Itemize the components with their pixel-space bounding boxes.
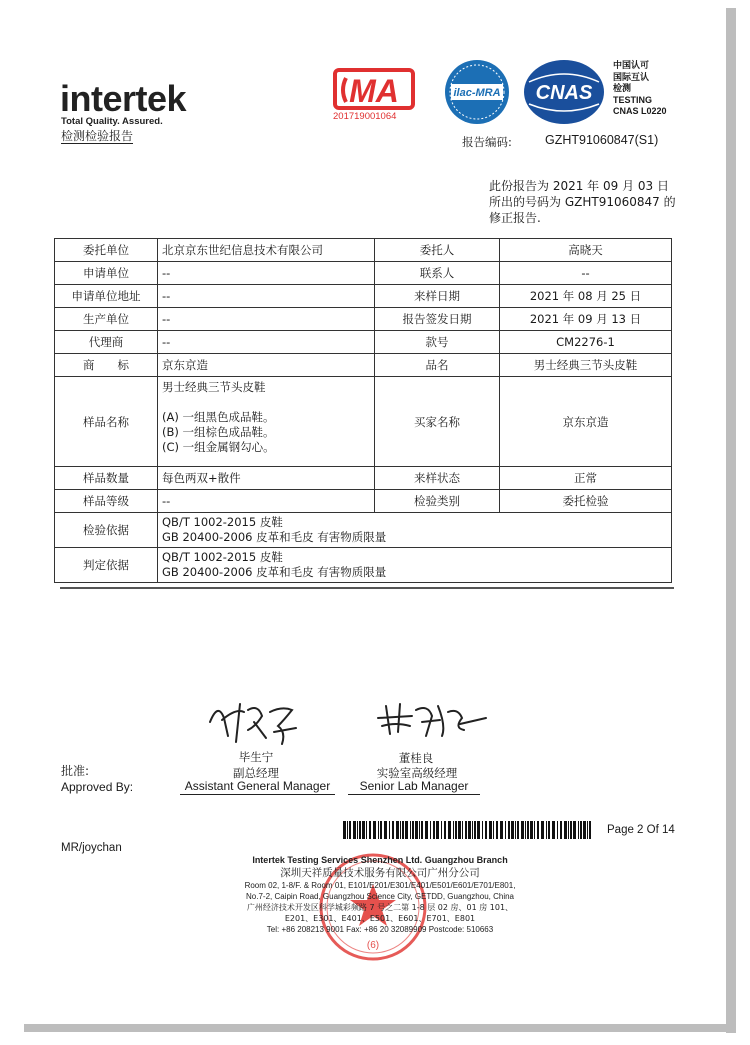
field-value: 每色两双+散件 xyxy=(158,467,375,490)
field-value: 京东京造 xyxy=(158,354,375,377)
cnas-line: 国际互认 xyxy=(613,71,650,82)
report-number-label: 报告编码: xyxy=(462,135,512,149)
barcode-bar xyxy=(373,821,376,839)
barcode-icon xyxy=(343,821,596,839)
barcode-bar xyxy=(570,821,572,839)
barcode-bar xyxy=(369,821,371,839)
barcode-bar xyxy=(474,821,476,839)
ilac-mra-logo-icon xyxy=(443,58,511,126)
cnas-accreditation-text xyxy=(613,60,667,118)
judgement-basis-value xyxy=(158,548,672,583)
cnas-line: 中国认可 xyxy=(613,60,650,70)
field-label: 买家名称 xyxy=(375,377,500,467)
revision-note: 此份报告为 2021 年 09 月 03 日所出的号码为 GZHT91060847 的修正报告. xyxy=(489,179,676,225)
field-value: 高晓天 xyxy=(500,239,672,262)
table-row xyxy=(55,262,672,285)
barcode-bar xyxy=(564,821,567,839)
barcode-bar xyxy=(477,821,480,839)
barcode-bar xyxy=(493,821,494,839)
approval-label-en: Approved By: xyxy=(61,780,134,794)
signer-2-name: 董桂良 xyxy=(398,751,434,765)
barcode-bar xyxy=(441,821,442,839)
field-value: -- xyxy=(158,308,375,331)
signature-2-image xyxy=(372,696,492,746)
barcode-bar xyxy=(489,821,492,839)
barcode-bar xyxy=(583,821,586,839)
footer-company-info xyxy=(190,855,570,935)
svg-text:MA: MA xyxy=(349,73,399,109)
barcode-bar xyxy=(392,821,394,839)
barcode-bar xyxy=(496,821,498,839)
footer-address-line: Room 02, 1-8/F. & Room 01, E101/E201/E301/E401/E501/E601/E701/E801, xyxy=(244,881,516,890)
barcode-bar xyxy=(537,821,539,839)
field-label: 样品数量 xyxy=(55,467,158,490)
barcode-bar xyxy=(511,821,514,839)
standard-line: GB 20400-2006 皮革和毛皮 有害物质限量 xyxy=(162,530,387,544)
barcode-bar xyxy=(405,821,408,839)
barcode-bar xyxy=(525,821,526,839)
barcode-bar xyxy=(343,821,346,839)
table-row xyxy=(55,285,672,308)
barcode-bar xyxy=(472,821,473,839)
barcode-bar xyxy=(415,821,418,839)
barcode-bar xyxy=(362,821,365,839)
barcode-bar xyxy=(444,821,446,839)
table-row xyxy=(55,354,672,377)
barcode-bar xyxy=(402,821,404,839)
field-label: 商 标 xyxy=(55,354,158,377)
barcode-bar xyxy=(500,821,503,839)
field-label: 检验类别 xyxy=(375,490,500,513)
barcode-bar xyxy=(530,821,533,839)
approval-label-cn: 批准: xyxy=(61,764,90,778)
barcode-bar xyxy=(546,821,547,839)
barcode-bar xyxy=(455,821,457,839)
standard-line: GB 20400-2006 皮革和毛皮 有害物质限量 xyxy=(162,565,387,579)
barcode-bar xyxy=(412,821,414,839)
barcode-bar xyxy=(485,821,487,839)
table-row xyxy=(55,331,672,354)
field-label: 品名 xyxy=(375,354,500,377)
sample-item: (B) 一组棕色成品鞋。 xyxy=(162,425,275,439)
barcode-bar xyxy=(396,821,399,839)
barcode-bar xyxy=(557,821,558,839)
test-basis-value xyxy=(158,513,672,548)
field-value: -- xyxy=(158,490,375,513)
field-label: 委托人 xyxy=(375,239,500,262)
footer-contact: Tel: +86 208213 9001 Fax: +86 20 32089909 Postcode: 510663 xyxy=(266,925,494,934)
footer-address-cn-line: E201、E301、E401、E501、E601、E701、E801 xyxy=(284,914,476,923)
barcode-bar xyxy=(534,821,535,839)
field-label: 来样日期 xyxy=(375,285,500,308)
field-label: 代理商 xyxy=(55,331,158,354)
barcode-bar xyxy=(366,821,367,839)
barcode-bar xyxy=(578,821,579,839)
barcode-bar xyxy=(568,821,569,839)
table-row-test-basis xyxy=(55,513,672,548)
field-value: 北京京东世纪信息技术有限公司 xyxy=(158,239,375,262)
barcode-bar xyxy=(505,821,506,839)
table-row xyxy=(55,239,672,262)
brand-tagline: Total Quality. Assured. xyxy=(61,116,163,127)
field-label: 申请单位地址 xyxy=(55,285,158,308)
barcode-bar xyxy=(465,821,467,839)
table-row xyxy=(55,490,672,513)
field-value: CM2276-1 xyxy=(500,331,672,354)
barcode-bar xyxy=(433,821,435,839)
field-label: 判定依据 xyxy=(55,548,158,583)
table-row xyxy=(55,467,672,490)
barcode-bar xyxy=(458,821,461,839)
barcode-bar xyxy=(353,821,356,839)
barcode-bar xyxy=(573,821,576,839)
cnas-line: 检测 xyxy=(613,83,632,93)
table-row xyxy=(55,308,672,331)
signer-2-title-en: Senior Lab Manager xyxy=(348,779,480,795)
barcode-bar xyxy=(357,821,358,839)
field-label: 委托单位 xyxy=(55,239,158,262)
mr-reference: MR/joychan xyxy=(61,842,122,854)
field-value: 男士经典三节头皮鞋 xyxy=(500,354,672,377)
cnas-logo-icon xyxy=(523,58,605,126)
spacer xyxy=(162,395,370,410)
barcode-bar xyxy=(389,821,390,839)
field-value: -- xyxy=(158,262,375,285)
field-label: 来样状态 xyxy=(375,467,500,490)
footer-company-cn: 深圳天祥质量技术服务有限公司广州分公司 xyxy=(280,867,480,879)
barcode-bar xyxy=(589,821,591,839)
barcode-bar xyxy=(515,821,516,839)
barcode-bar xyxy=(347,821,348,839)
field-value: 2021 年 09 月 13 日 xyxy=(500,308,672,331)
barcode-bar xyxy=(359,821,361,839)
barcode-bar xyxy=(378,821,379,839)
intertek-logo: intertek xyxy=(60,78,187,119)
field-label: 样品等级 xyxy=(55,490,158,513)
barcode-bar xyxy=(462,821,463,839)
barcode-bar xyxy=(384,821,387,839)
barcode-bar xyxy=(580,821,582,839)
barcode-bar xyxy=(425,821,428,839)
barcode-bar xyxy=(410,821,411,839)
footer-address-line: No.7-2, Caipin Road, Guangzhou Science City, GETDD, Guangzhou, China xyxy=(246,892,514,901)
field-value: -- xyxy=(500,262,672,285)
barcode-bar xyxy=(448,821,451,839)
barcode-bar xyxy=(468,821,471,839)
signer-1-title-en: Assistant General Manager xyxy=(180,779,335,795)
barcode-bar xyxy=(400,821,401,839)
sample-name-value xyxy=(158,377,375,467)
signer-1-name: 毕生宁 xyxy=(238,750,274,764)
table-row-sample-name xyxy=(55,377,672,467)
table-row-judgement-basis xyxy=(55,548,672,583)
report-info-table xyxy=(54,238,672,583)
field-value: -- xyxy=(158,285,375,308)
field-label: 报告签发日期 xyxy=(375,308,500,331)
barcode-bar xyxy=(436,821,439,839)
cma-logo-icon xyxy=(332,66,416,112)
page-shadow-right xyxy=(726,8,736,1033)
svg-text:CNAS: CNAS xyxy=(535,82,593,104)
signature-1-image xyxy=(200,692,310,748)
field-value: 2021 年 08 月 25 日 xyxy=(500,285,672,308)
cma-number: 201719001064 xyxy=(333,111,397,122)
field-value: -- xyxy=(158,331,375,354)
barcode-bar xyxy=(541,821,544,839)
signer-1-title: 副总经理 xyxy=(233,766,279,780)
barcode-bar xyxy=(482,821,483,839)
barcode-bar xyxy=(587,821,588,839)
field-label: 联系人 xyxy=(375,262,500,285)
sample-name-line: 男士经典三节头皮鞋 xyxy=(162,380,266,394)
barcode-bar xyxy=(527,821,529,839)
barcode-bar xyxy=(560,821,562,839)
field-label: 检验依据 xyxy=(55,513,158,548)
field-label: 样品名称 xyxy=(55,377,158,467)
footer-address-cn-line: 广州经济技术开发区科学城彩频路 7 号之二第 1-8 层 02 房、01 房 101、 xyxy=(246,903,514,912)
svg-text:ilac-MRA: ilac-MRA xyxy=(453,87,501,99)
field-label: 生产单位 xyxy=(55,308,158,331)
barcode-bar xyxy=(430,821,431,839)
report-number: GZHT91060847(S1) xyxy=(545,133,659,147)
svg-text:(6): (6) xyxy=(366,940,380,951)
standard-line: QB/T 1002-2015 皮鞋 xyxy=(162,515,283,529)
field-label: 申请单位 xyxy=(55,262,158,285)
section-divider xyxy=(60,587,674,589)
barcode-bar xyxy=(349,821,351,839)
barcode-bar xyxy=(421,821,423,839)
page-shadow-bottom xyxy=(24,1024,736,1032)
page-number: Page 2 Of 14 xyxy=(607,824,675,836)
sample-item: (A) 一组黑色成品鞋。 xyxy=(162,410,275,424)
cnas-line: TESTING xyxy=(613,94,653,105)
signer-2-title: 实验室高级经理 xyxy=(376,766,458,780)
cnas-line: CNAS L0220 xyxy=(613,106,667,116)
field-label: 款号 xyxy=(375,331,500,354)
barcode-bar xyxy=(419,821,420,839)
field-value: 委托检验 xyxy=(500,490,672,513)
barcode-bar xyxy=(517,821,519,839)
barcode-bar xyxy=(380,821,382,839)
barcode-bar xyxy=(548,821,550,839)
field-value: 正常 xyxy=(500,467,672,490)
barcode-bar xyxy=(453,821,454,839)
barcode-bar xyxy=(552,821,555,839)
footer-company-en: Intertek Testing Services Shenzhen Ltd. Guangzhou Branch xyxy=(252,855,508,865)
barcode-bar xyxy=(521,821,524,839)
barcode-bar xyxy=(508,821,510,839)
standard-line: QB/T 1002-2015 皮鞋 xyxy=(162,550,283,564)
sample-item: (C) 一组金属钢勾心。 xyxy=(162,440,275,454)
report-type-title: 检测检验报告 xyxy=(61,129,134,143)
field-value: 京东京造 xyxy=(500,377,672,467)
